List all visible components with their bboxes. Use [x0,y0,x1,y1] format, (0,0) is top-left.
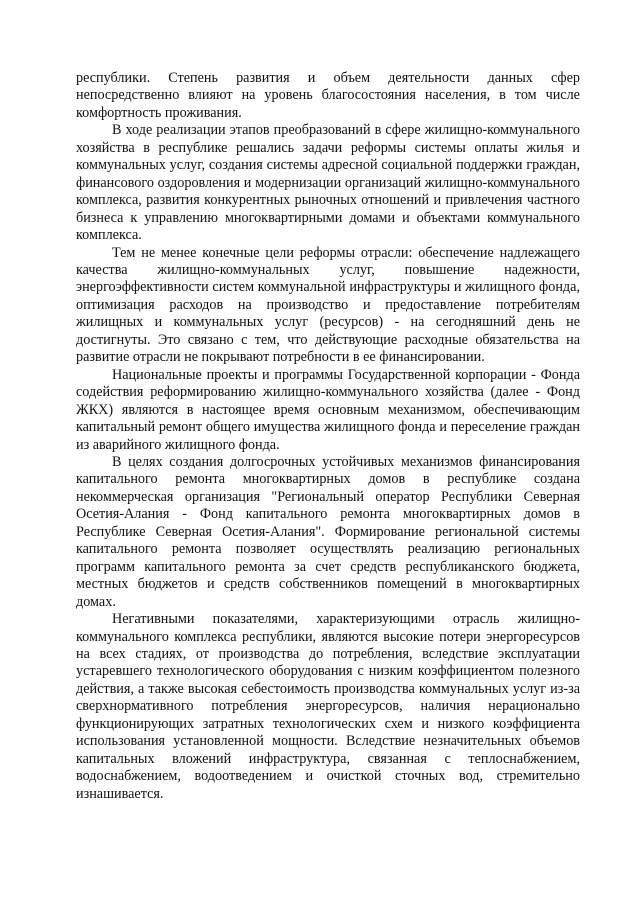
paragraph-reform-stages: В ходе реализации этапов преобразований в сфере жилищно-коммунального хозяйства в республике решались задачи реформы системы оплаты жилья и коммунальных услуг, создания системы адресной социальной поддержки граждан, финансового оздоровления и модернизации организаций жилищно-коммунального комплекса, развития конкурентных рыночных отношений и привлечения частного бизнеса к управлению многоквартирными домами и объектами коммунального комплекса. [76,122,580,244]
paragraph-continuation: республики. Степень развития и объем деятельности данных сфер непосредственно влияют на уровень благосостояния населения, в том числе комфортность проживания. [76,70,580,121]
paragraph-reform-goals: Тем не менее конечные цели реформы отрасли: обеспечение надлежащего качества жилищно-коммунальных услуг, повышение надежности, энергоэффективности систем коммунальной инфраструктуры и жилищного фонда, оптимизация расходов на производство и предоставление потребителям жилищных и коммунальных услуг (ресурсов) - на сегодняшний день не достигнуты. Это связано с тем, что действующие расходные обязательства на развитие отрасли не покрывают потребности в ее финансировании. [76,244,580,366]
paragraph-regional-operator: В целях создания долгосрочных устойчивых механизмов финансирования капитального ремонта многоквартирных домов в республике создана некоммерческая организация "Региональный оператор Республики Северная Осетия-Алания - Фонд капитального ремонта многоквартирных домов в Республике Северная Осетия-Алания". Формирование региональной системы капитального ремонта позволяет осуществлять реализацию региональных программ капитального ремонта за счет средств республиканского бюджета, местных бюджетов и средств собственников помещений в многоквартирных домах. [76,453,580,610]
paragraph-negative-indicators: Негативными показателями, характеризующими отрасль жилищно-коммунального комплекса республики, являются высокие потери энергоресурсов на всех стадиях, от производства до потребления, вследствие эксплуатации устаревшего технологического оборудования с низким коэффициентом полезного действия, а также высокая себестоимость производства коммунальных услуг из-за сверхнормативного потребления энергоресурсов, наличия нерационально функционирующих затратных технологических схем и низкого коэффициента использования установленной мощности. Вследствие незначительных объемов капитальных вложений инфраструктура, связанная с теплоснабжением, водоснабжением, водоотведением и очисткой сточных вод, стремительно изнашивается. [76,611,580,802]
paragraph-national-projects: Национальные проекты и программы Государственной корпорации - Фонда содействия реформированию жилищно-коммунального хозяйства (далее - Фонд ЖКХ) являются в настоящее время основным механизмом, обеспечивающим капитальный ремонт общего имущества жилищного фонда и переселение граждан из аварийного жилищного фонда. [76,366,580,453]
document-page [76,70,580,803]
